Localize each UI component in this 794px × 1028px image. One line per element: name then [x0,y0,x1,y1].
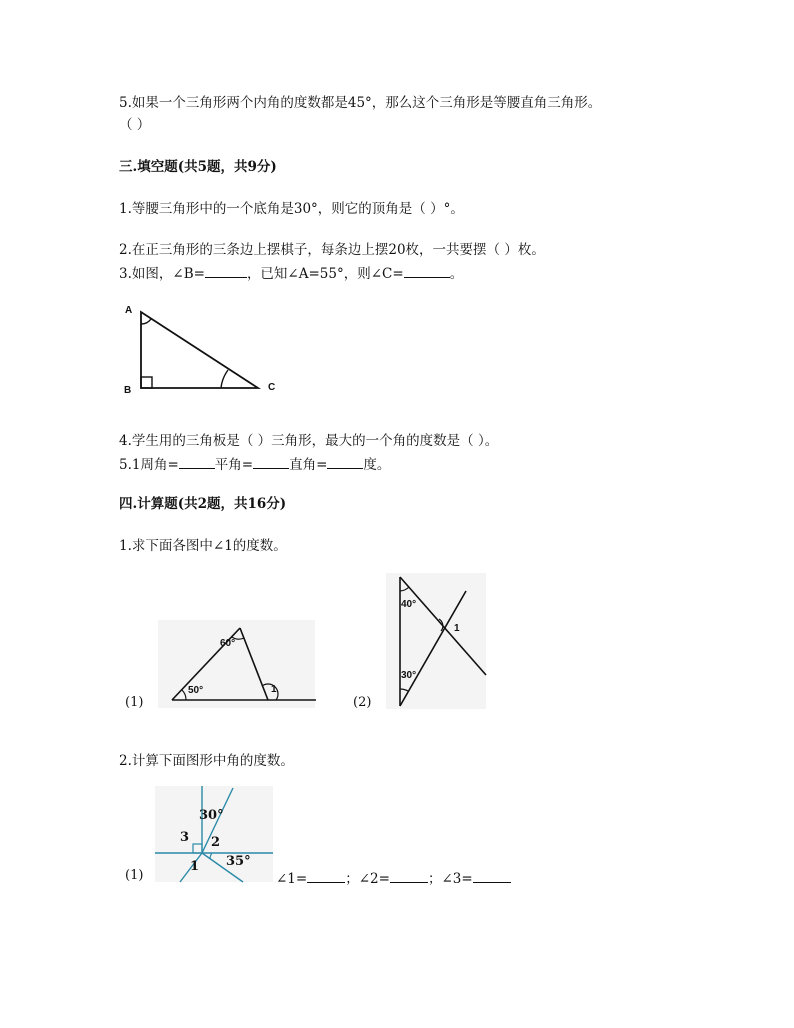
section-4-heading: 四.计算题(共2题，共16分) [119,496,287,512]
fill-question-1: 1.等腰三角形中的一个底角是30°，则它的顶角是（ ）°。 [119,201,464,217]
answer-3-blank[interactable] [473,868,511,883]
fill-question-3-prefix: 3.如图，∠B= [119,266,205,282]
vertex-c-label: C [268,382,276,393]
fill-question-5-c: 直角= [289,457,328,473]
angle-c-blank[interactable] [404,263,450,278]
judge-question-5: 5.如果一个三角形两个内角的度数都是45°，那么这个三角形是等腰直角三角形。 [119,95,602,111]
triangle-abc [141,312,258,388]
fill-question-3-mid: ，已知∠A=55°，则∠C= [246,266,404,282]
judge-question-5-bracket[interactable]: （ ） [119,117,151,133]
angle-50-label: 50° [188,685,204,696]
vertex-b-label: B [124,385,132,396]
angle-3-label: 3 [180,830,190,845]
fill-question-2: 2.在正三角形的三条边上摆棋子，每条边上摆20枚，一共要摆（ ）枚。 [119,242,545,258]
answer-2-label: ∠2= [358,871,390,887]
fill-question-5-d: 度。 [363,457,391,473]
angle-2-label: 2 [211,835,221,850]
answer-1-label: ∠1= [276,871,308,887]
angle-1-label-2: 1 [454,623,460,634]
right-angle-blank[interactable] [327,454,363,469]
angle-a-arc [141,319,151,324]
angle-b-blank[interactable] [205,263,247,278]
figure-1-label: (1) [125,695,144,710]
answer-3-label: ∠3= [441,871,473,887]
figure-3-label: (1) [125,868,144,883]
angle-answers [276,868,511,888]
fill-question-5 [119,454,390,474]
figure-2-label: (2) [353,695,372,710]
calc-question-1: 1.求下面各图中∠1的度数。 [119,538,287,554]
angle-1-label-3: 1 [190,859,200,874]
angle-40-label: 40° [401,599,417,610]
angle-30-label: 30° [401,670,417,681]
triangle-abc-figure [120,300,290,400]
angle-35-label: 35° [226,854,251,869]
section-3-heading: 三.填空题(共5题，共9分) [119,159,277,175]
fill-question-5-a: 5.1周角= [119,457,179,473]
vertex-a-label: A [125,305,133,316]
fill-question-4: 4.学生用的三角板是（ ）三角形，最大的一个角的度数是（ ）。 [119,433,499,449]
fill-question-5-b: 平角= [214,457,254,473]
angle-30-label-3: 30° [199,808,224,823]
angle-c-arc [221,370,228,388]
separator-1: ； [345,871,359,887]
full-angle-blank[interactable] [179,454,215,469]
separator-2: ； [427,871,442,887]
crossing-lines-figure [386,573,486,713]
fill-question-3 [119,263,463,283]
angle-60-label: 60° [220,638,236,649]
angle-1-label: 1 [271,684,277,695]
angles-figure [155,786,280,886]
calc-question-2: 2.计算下面图形中角的度数。 [119,753,294,769]
exterior-angle-figure [158,620,318,710]
answer-1-blank[interactable] [307,868,345,883]
right-angle-mark [141,377,152,388]
answer-2-blank[interactable] [390,868,428,883]
straight-angle-blank[interactable] [253,454,289,469]
fill-question-3-end: 。 [449,266,464,282]
